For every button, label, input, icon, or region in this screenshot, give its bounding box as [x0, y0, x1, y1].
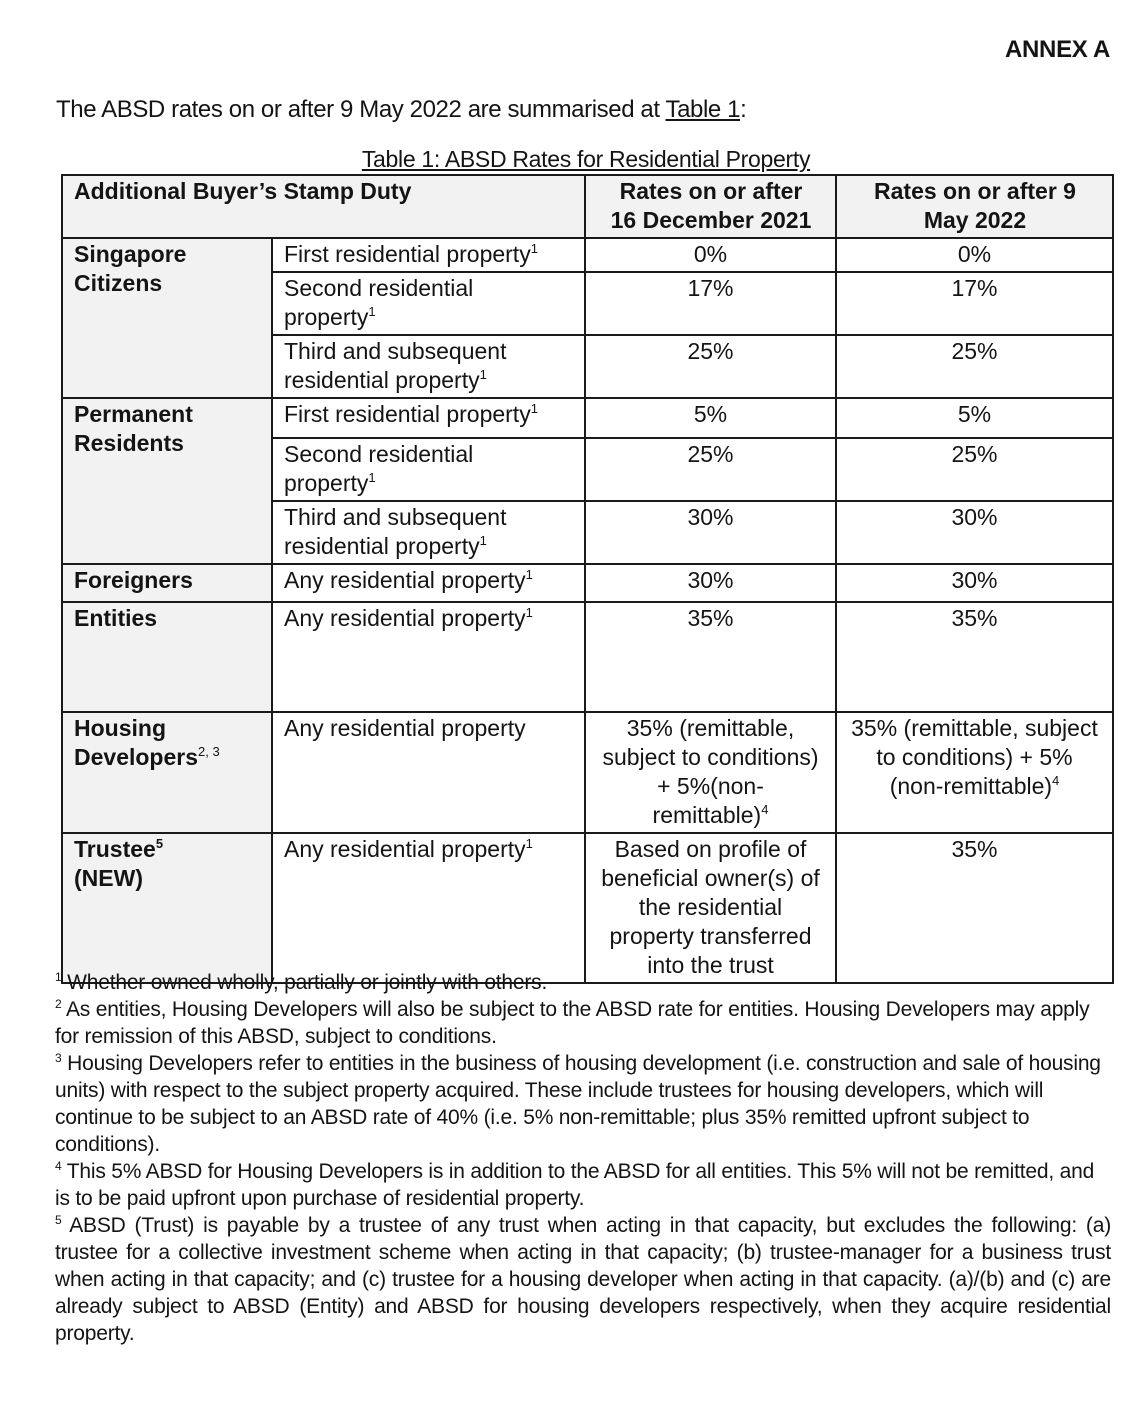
header-rates-dec-2021 — [585, 175, 836, 238]
table-reference-link[interactable]: Table 1 — [665, 96, 741, 123]
footnote-ref: 2, 3 — [198, 744, 220, 759]
footnote-number: 5 — [55, 1213, 62, 1227]
footnote-number: 1 — [55, 970, 62, 984]
rate-may-2022: 0% — [836, 238, 1113, 272]
rate-dec-2021: 35% — [585, 602, 836, 712]
footnote-ref: 1 — [525, 605, 533, 620]
property-label: Any residential property — [284, 836, 526, 862]
footnote-text: This 5% ABSD for Housing Developers is in addition to the ABSD for all entities. This 5% will not be remitted, and is to be paid upfront upon purchase of residential property. — [55, 1160, 1095, 1210]
intro-text: The ABSD rates on or after 9 May 2022 are summarised at — [56, 96, 666, 123]
table-caption: Table 1: ABSD Rates for Residential Property — [361, 146, 811, 172]
footnotes — [55, 969, 1111, 1347]
category-entities: Entities — [62, 602, 272, 712]
property-cell — [272, 564, 585, 602]
property-cell — [272, 501, 585, 564]
table-row — [62, 238, 1113, 272]
property-cell — [272, 712, 585, 833]
footnote-text: Housing Developers refer to entities in the business of housing development (i.e. construction and sale of housing units) with respect to the subject property acquired. These include trustees for housing developers, which will continue to be subject to an ABSD rate of 40% (i.e. 5% non-remittable; plus 35% remitted upfront subject to conditions). — [55, 1052, 1101, 1156]
footnote-ref: 1 — [525, 836, 533, 851]
footnote-text: Whether owned wholly, partially or jointly with others. — [67, 971, 548, 994]
footnote-number: 2 — [55, 997, 62, 1011]
header-rates-dec-2021-line1: Rates on or after — [619, 178, 803, 204]
property-label: Any residential property — [284, 715, 526, 741]
category-permanent-residents: Permanent Residents — [62, 398, 272, 564]
footnote-ref: 1 — [479, 533, 487, 548]
intro-suffix: : — [740, 96, 747, 123]
rate-may-2022: 5% — [836, 398, 1113, 438]
property-label: Second residential property — [284, 441, 474, 496]
rate-dec-2021 — [585, 712, 836, 833]
footnote-number: 4 — [55, 1159, 62, 1173]
rate-dec-2021: 0% — [585, 238, 836, 272]
rate-dec-2021: 30% — [585, 564, 836, 602]
rate-dec-2021: Based on profile of beneficial owner(s) of the residential property transferred into the trust — [585, 833, 836, 983]
rate-text: 35% (remittable, subject to conditions) + 5%(non-remittable) — [602, 715, 819, 828]
property-label: Third and subsequent residential property — [284, 338, 507, 393]
intro-paragraph — [56, 96, 746, 124]
header-rates-may-2022-line1: Rates on or after 9 — [874, 178, 1076, 204]
category-housing-developers — [62, 712, 272, 833]
property-label: Any residential property — [284, 567, 526, 593]
table-row — [62, 833, 1113, 983]
property-label: First residential property — [284, 401, 531, 427]
footnote-ref: 5 — [155, 836, 164, 851]
property-label: Any residential property — [284, 605, 526, 631]
table-row — [62, 564, 1113, 602]
table-row — [62, 602, 1113, 712]
header-rates-may-2022-line2: May 2022 — [923, 207, 1027, 233]
rate-may-2022: 35% — [836, 833, 1113, 983]
rate-dec-2021: 30% — [585, 501, 836, 564]
property-cell — [272, 238, 585, 272]
header-rates-may-2022 — [836, 175, 1113, 238]
footnote-ref: 1 — [530, 241, 538, 256]
footnote-1 — [55, 969, 1111, 996]
table-header-row — [62, 175, 1113, 238]
absd-rates-table — [61, 174, 1114, 984]
rate-may-2022: 17% — [836, 272, 1113, 335]
category-label: Housing Developers — [74, 715, 199, 770]
property-cell — [272, 602, 585, 712]
footnote-ref: 1 — [530, 401, 538, 416]
footnote-5 — [55, 1212, 1111, 1347]
property-label: Third and subsequent residential property — [284, 504, 507, 559]
new-badge: (NEW) — [74, 865, 143, 891]
header-rates-dec-2021-line2: 16 December 2021 — [610, 207, 812, 233]
property-cell — [272, 335, 585, 398]
property-cell — [272, 833, 585, 983]
rate-may-2022: 30% — [836, 501, 1113, 564]
footnote-3 — [55, 1050, 1111, 1158]
footnote-ref: 1 — [368, 304, 376, 319]
footnote-text: ABSD (Trust) is payable by a trustee of any trust when acting in that capacity, but excludes the following: (a) trustee for a collective investment scheme when acting in that capacity; (b) trustee-manager for a business trust when acting in that capacity; and (c) trustee for a housing developer when acting in that capacity. (a)/(b) and (c) are already subject to ABSD (Entity) and ABSD for housing developers respectively, when they acquire residential property. — [55, 1214, 1111, 1345]
property-cell — [272, 438, 585, 501]
footnote-2 — [55, 996, 1111, 1050]
footnote-number: 3 — [55, 1051, 62, 1065]
rate-dec-2021: 5% — [585, 398, 836, 438]
rate-may-2022: 35% — [836, 602, 1113, 712]
footnote-text: As entities, Housing Developers will also be subject to the ABSD rate for entities. Housing Developers may apply for remission of this ABSD, subject to conditions. — [55, 998, 1090, 1048]
table-row — [62, 712, 1113, 833]
footnote-ref: 1 — [479, 367, 487, 382]
rate-may-2022 — [836, 712, 1113, 833]
annex-label: ANNEX A — [1004, 36, 1110, 63]
table-row — [62, 398, 1113, 438]
property-label: Second residential property — [284, 275, 474, 330]
property-cell — [272, 272, 585, 335]
footnote-ref: 1 — [525, 567, 533, 582]
rate-may-2022: 25% — [836, 335, 1113, 398]
rate-dec-2021: 25% — [585, 335, 836, 398]
category-singapore-citizens: Singapore Citizens — [62, 238, 272, 398]
property-cell — [272, 398, 585, 438]
property-label: First residential property — [284, 241, 531, 267]
rate-may-2022: 25% — [836, 438, 1113, 501]
footnote-ref: 1 — [368, 470, 376, 485]
footnote-ref: 4 — [1052, 773, 1060, 788]
rate-may-2022: 30% — [836, 564, 1113, 602]
category-foreigners: Foreigners — [62, 564, 272, 602]
rate-text: 35% (remittable, subject to conditions) + 5% (non-remittable) — [851, 715, 1098, 799]
category-label: Trustee — [74, 836, 156, 862]
rate-dec-2021: 17% — [585, 272, 836, 335]
category-trustee — [62, 833, 272, 983]
footnote-ref: 4 — [761, 802, 769, 817]
footnote-4 — [55, 1158, 1111, 1212]
header-additional-buyers-stamp-duty: Additional Buyer’s Stamp Duty — [62, 175, 585, 238]
rate-dec-2021: 25% — [585, 438, 836, 501]
